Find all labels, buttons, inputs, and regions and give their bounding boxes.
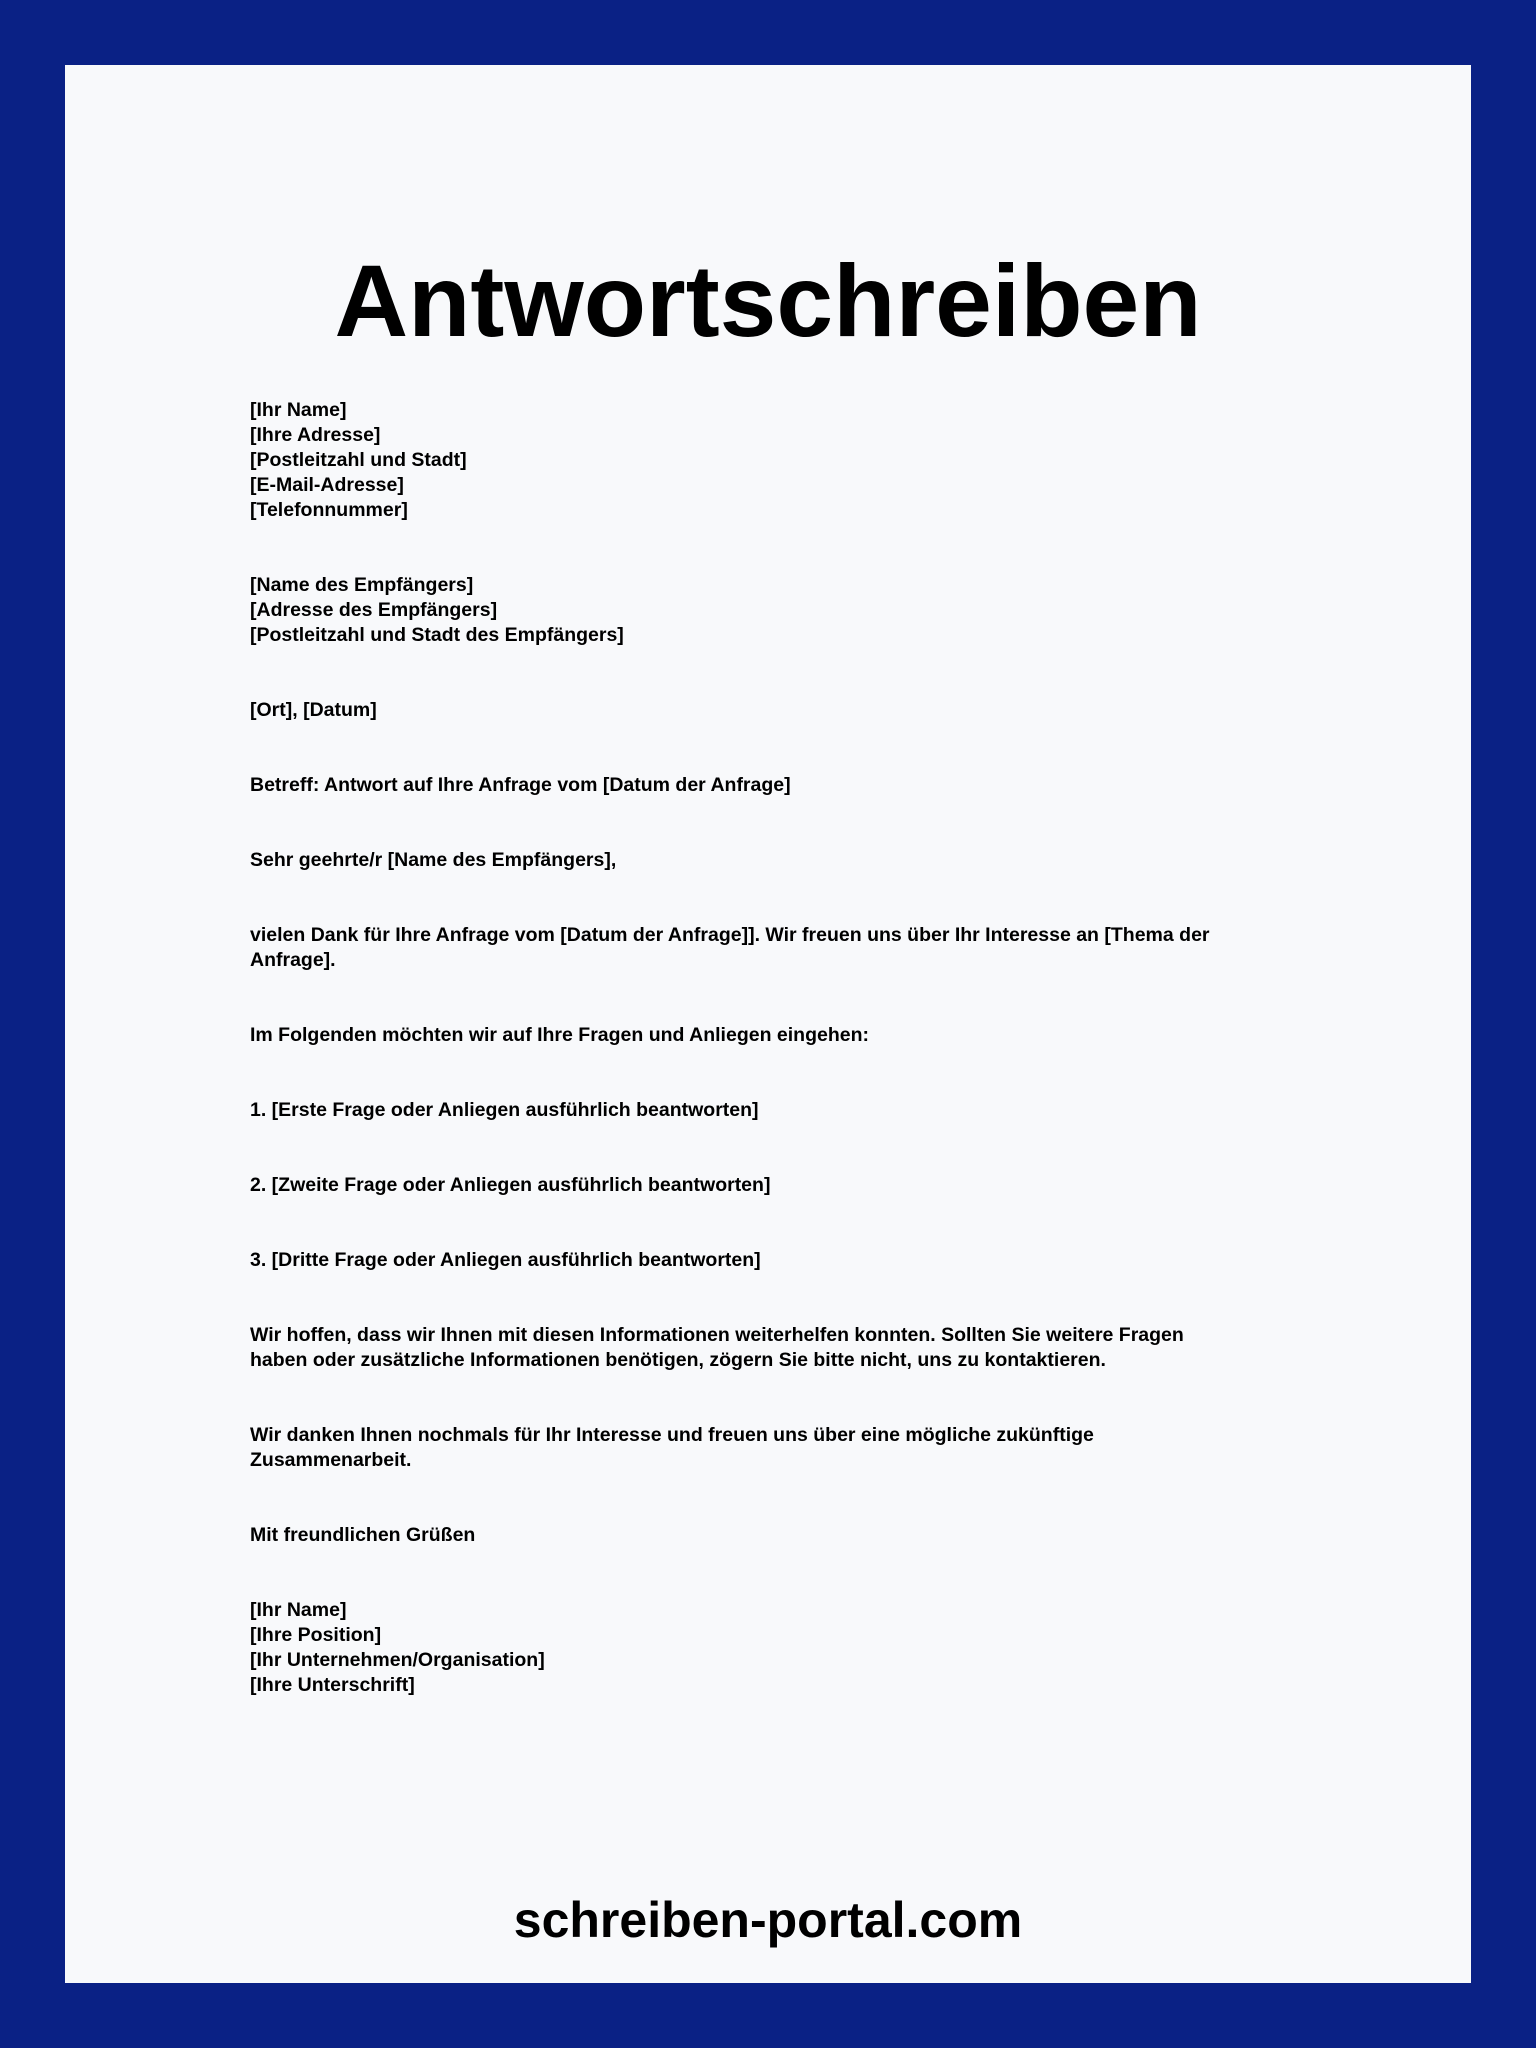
thanks-paragraph <box>250 1423 1310 1473</box>
text-line: Zusammenarbeit. <box>250 1449 412 1471</box>
text-line: haben oder zusätzliche Informationen benötigen, zögern Sie bitte nicht, uns zu kontaktieren. <box>250 1349 1106 1371</box>
text-line: [Telefonnummer] <box>250 499 408 521</box>
text-line: [Ihr Name] <box>250 1599 347 1621</box>
intro-paragraph <box>250 923 1310 973</box>
complimentary-close <box>250 1523 1310 1548</box>
text-line: vielen Dank für Ihre Anfrage vom [Datum der Anfrage]]. Wir freuen uns über Ihr Interesse an [Thema der <box>250 924 1210 946</box>
text-line: Anfrage]. <box>250 949 336 971</box>
text-line: [Ihre Position] <box>250 1624 382 1646</box>
answer-3 <box>250 1248 1310 1273</box>
signature-block <box>250 1598 1310 1698</box>
text-line: Im Folgenden möchten wir auf Ihre Fragen und Anliegen eingehen: <box>250 1024 869 1046</box>
text-line: [Ihr Name] <box>250 399 347 421</box>
transition-paragraph <box>250 1023 1310 1048</box>
text-line: [Ort], [Datum] <box>250 699 377 721</box>
text-line: Wir hoffen, dass wir Ihnen mit diesen Informationen weiterhelfen konnten. Sollten Sie weitere Fragen <box>250 1324 1184 1346</box>
text-line: 3. [Dritte Frage oder Anliegen ausführlich beantworten] <box>250 1249 761 1271</box>
letter-page <box>65 65 1471 1983</box>
footer-website: schreiben-portal.com <box>513 1892 1023 1948</box>
recipient-address <box>250 573 1310 648</box>
text-line: 2. [Zweite Frage oder Anliegen ausführlich beantworten] <box>250 1174 771 1196</box>
text-line: [Postleitzahl und Stadt] <box>250 449 467 471</box>
closing-paragraph <box>250 1323 1310 1373</box>
text-line: Betreff: Antwort auf Ihre Anfrage vom [Datum der Anfrage] <box>250 774 791 796</box>
answer-2 <box>250 1173 1310 1198</box>
text-line: [Name des Empfängers] <box>250 574 474 596</box>
sender-address <box>250 398 1310 523</box>
answer-1 <box>250 1098 1310 1123</box>
text-line: 1. [Erste Frage oder Anliegen ausführlich beantworten] <box>250 1099 759 1121</box>
letter-body <box>250 398 1310 1748</box>
text-line: Mit freundlichen Grüßen <box>250 1524 476 1546</box>
document-title: Antwortschreiben <box>334 244 1202 358</box>
subject-line <box>250 773 1310 798</box>
text-line: Wir danken Ihnen nochmals für Ihr Interesse und freuen uns über eine mögliche zukünftige <box>250 1424 1094 1446</box>
text-line: [Ihr Unternehmen/Organisation] <box>250 1649 545 1671</box>
text-line: [Adresse des Empfängers] <box>250 599 498 621</box>
text-line: Sehr geehrte/r [Name des Empfängers], <box>250 849 617 871</box>
text-line: [E-Mail-Adresse] <box>250 474 404 496</box>
text-line: [Postleitzahl und Stadt des Empfängers] <box>250 624 624 646</box>
text-line: [Ihre Adresse] <box>250 424 381 446</box>
text-line: [Ihre Unterschrift] <box>250 1674 415 1696</box>
salutation <box>250 848 1310 873</box>
place-date <box>250 698 1310 723</box>
